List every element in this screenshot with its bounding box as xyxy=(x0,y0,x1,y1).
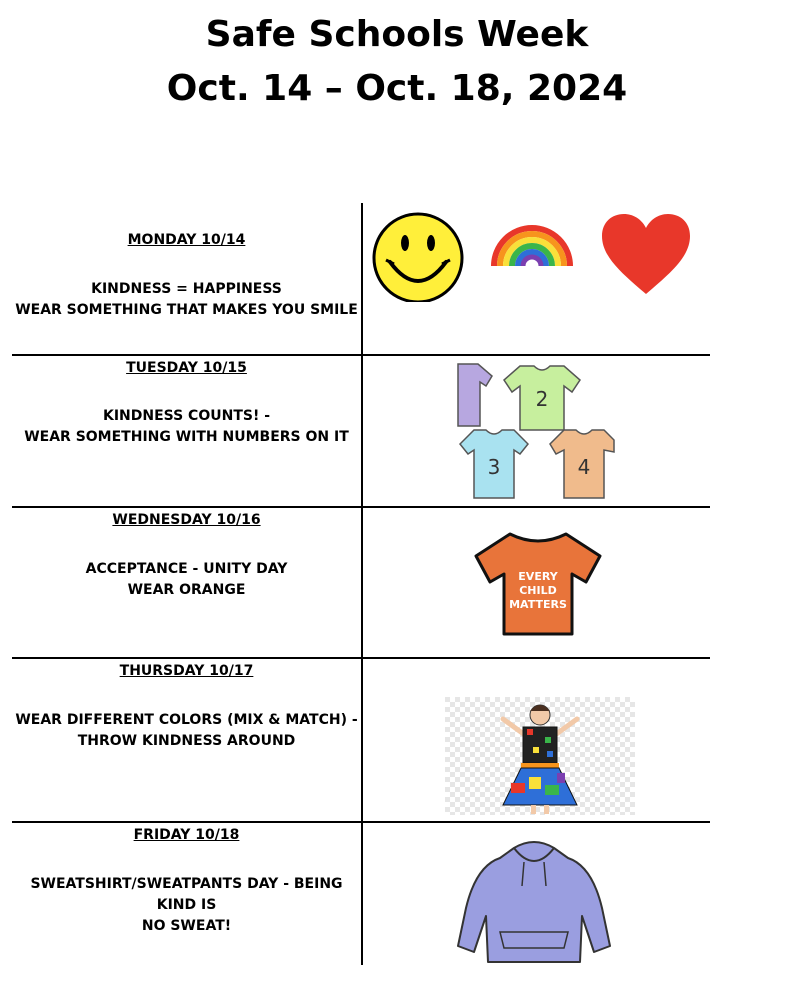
thursday-cell xyxy=(12,661,361,752)
page-subtitle-dates: Oct. 14 – Oct. 18, 2024 xyxy=(166,68,628,109)
theme-text: KINDNESS = HAPPINESS xyxy=(91,281,282,297)
monday-cell xyxy=(12,230,361,321)
theme-text: NO SWEAT! xyxy=(141,918,232,934)
day-heading: MONDAY 10/14 xyxy=(127,232,246,248)
smiley-face-icon xyxy=(370,210,470,302)
tuesday-cell xyxy=(12,358,361,448)
day-heading: THURSDAY 10/17 xyxy=(119,663,254,679)
theme-text: WEAR SOMETHING WITH NUMBERS ON IT xyxy=(24,429,349,445)
rainbow-icon xyxy=(490,218,574,268)
theme-text: ACCEPTANCE - UNITY DAY xyxy=(85,561,288,577)
day-heading: WEDNESDAY 10/16 xyxy=(112,512,261,528)
theme-text: WEAR ORANGE xyxy=(127,582,246,598)
table-column-divider xyxy=(361,203,363,965)
friday-cell xyxy=(12,825,361,937)
shirt-text: MATTERS xyxy=(509,598,567,611)
orange-shirt-icon xyxy=(472,530,604,638)
row-divider xyxy=(12,506,710,508)
theme-text: WEAR SOMETHING THAT MAKES YOU SMILE xyxy=(15,302,358,318)
shirt-text: CHILD xyxy=(519,584,557,597)
wednesday-cell xyxy=(12,510,361,601)
row-divider xyxy=(12,354,710,356)
theme-text: SWEATSHIRT/SWEATPANTS DAY - BEING KIND IS xyxy=(30,876,343,913)
mix-and-match-kid-icon xyxy=(445,697,635,815)
heart-icon xyxy=(600,212,692,296)
shirt-number: 2 xyxy=(535,387,549,411)
row-divider xyxy=(12,657,710,659)
numbered-shirts-icon xyxy=(456,360,616,502)
shirt-text: EVERY xyxy=(518,570,558,583)
page-title: Safe Schools Week xyxy=(205,14,589,55)
day-heading: FRIDAY 10/18 xyxy=(133,827,240,843)
shirt-number: 3 xyxy=(487,455,501,479)
theme-text: THROW KINDNESS AROUND xyxy=(77,733,296,749)
theme-text: KINDNESS COUNTS! - xyxy=(102,408,271,424)
row-divider xyxy=(12,821,710,823)
shirt-number: 4 xyxy=(577,455,591,479)
theme-text: WEAR DIFFERENT COLORS (MIX & MATCH) - xyxy=(15,712,358,728)
sweatshirt-icon xyxy=(456,838,612,966)
day-heading: TUESDAY 10/15 xyxy=(126,360,247,376)
